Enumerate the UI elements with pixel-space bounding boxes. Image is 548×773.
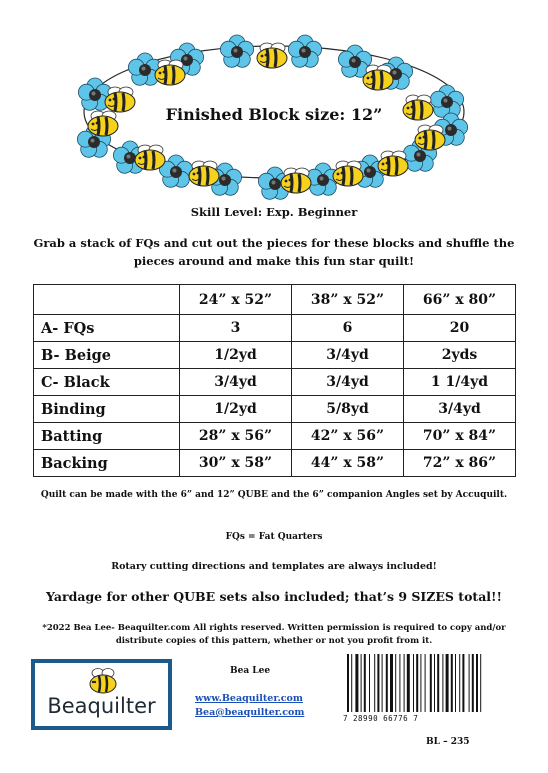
row-label: Batting [34,423,180,450]
table-cell: 3/4yd [404,396,516,423]
barcode-bar [382,654,383,712]
email-link[interactable]: Bea@beaquilter.com [195,707,305,718]
table-cell: 1 1/4yd [404,369,516,396]
table-row [34,396,516,423]
table-cell: 5/8yd [292,396,404,423]
table-cell: 20 [404,315,516,342]
table-cell: 3 [180,315,292,342]
intro-text: Grab a stack of FQs and cut out the pieces for these blocks and shuffle the pieces around and make this fun star quilt! [33,236,515,268]
barcode-bar [462,654,464,712]
header-cell-size-small: 24” x 52” [180,285,292,315]
barcode-bar [437,654,439,712]
row-label: A- FQs [34,315,180,342]
header-cell-empty [34,285,180,315]
row-label: Binding [34,396,180,423]
barcode-bar [399,654,400,712]
bee-flower-wreath [0,0,548,200]
rotary-note: Rotary cutting directions and templates are always included! [111,561,437,572]
barcode-bar [377,654,379,712]
beaquilter-logo [31,659,172,730]
barcode-bar [369,654,370,712]
qube-note: Quilt can be made with the 6” and 12” QUBE and the 6” companion Angles set by Accuquilt. [40,490,508,500]
barcode-bar [455,654,456,712]
barcode-bar [430,654,432,712]
table-cell: 42” x 56” [292,423,404,450]
table-cell: 28” x 56” [180,423,292,450]
row-label: B- Beige [34,342,180,369]
logo-text: Beaquilter [47,694,156,718]
table-cell: 72” x 86” [404,450,516,477]
barcode-bar [395,654,396,712]
barcode-bar [451,654,453,712]
barcode [343,654,523,714]
table-header-row [34,285,516,315]
row-label: Backing [34,450,180,477]
barcode-bar [361,654,362,712]
finished-block-size: Finished Block size: 12” [165,105,383,124]
table-cell: 70” x 84” [404,423,516,450]
table-cell: 3/4yd [292,342,404,369]
yardage-note: Yardage for other QUBE sets also included; that’s 9 SIZES total!! [45,589,503,604]
table-row [34,315,516,342]
table-cell: 30” x 58” [180,450,292,477]
header-cell-size-medium: 38” x 52” [292,285,404,315]
header-cell-size-large: 66” x 80” [404,285,516,315]
barcode-bar [480,654,481,712]
row-label: C- Black [34,369,180,396]
barcode-bar [407,654,410,712]
website-link[interactable]: www.Beaquilter.com [195,693,303,704]
table-row [34,342,516,369]
barcode-bar [442,654,443,712]
fq-definition: FQs = Fat Quarters [225,532,323,542]
barcode-bar [390,654,393,712]
table-cell: 1/2yd [180,342,292,369]
barcode-bar [476,654,478,712]
table-cell: 3/4yd [292,369,404,396]
barcode-bar [355,654,358,712]
table-cell: 2yds [404,342,516,369]
barcode-bar [351,654,352,712]
barcode-bar [347,654,349,712]
barcode-bar [364,654,366,712]
barcode-bar [386,654,388,712]
barcode-bar [469,654,470,712]
yardage-table [33,284,516,477]
pattern-number: BL – 235 [426,737,470,747]
barcode-bar [420,654,421,712]
table-row [34,423,516,450]
author-name: Bea Lee [230,666,271,676]
barcode-bar [416,654,418,712]
barcode-bar [374,654,375,712]
table-cell: 1/2yd [180,396,292,423]
table-row [34,369,516,396]
table-cell: 44” x 58” [292,450,404,477]
table-cell: 3/4yd [180,369,292,396]
barcode-number: 7 28990 66776 7 [343,714,419,723]
barcode-bar [434,654,435,712]
barcode-bar [404,654,405,712]
barcode-bar [459,654,460,712]
barcode-bar [425,654,426,712]
copyright-notice: *2022 Bea Lee- Beaquilter.com All rights reserved. Written permission is required to copy and/or distribute copies of this pattern, whether or not you profit from it. [42,623,506,646]
barcode-bar [446,654,449,712]
table-row [34,450,516,477]
barcode-bar [472,654,474,712]
barcode-bar [413,654,414,712]
table-cell: 6 [292,315,404,342]
skill-level: Skill Level: Exp. Beginner [190,205,358,219]
bee-icon [83,665,123,697]
